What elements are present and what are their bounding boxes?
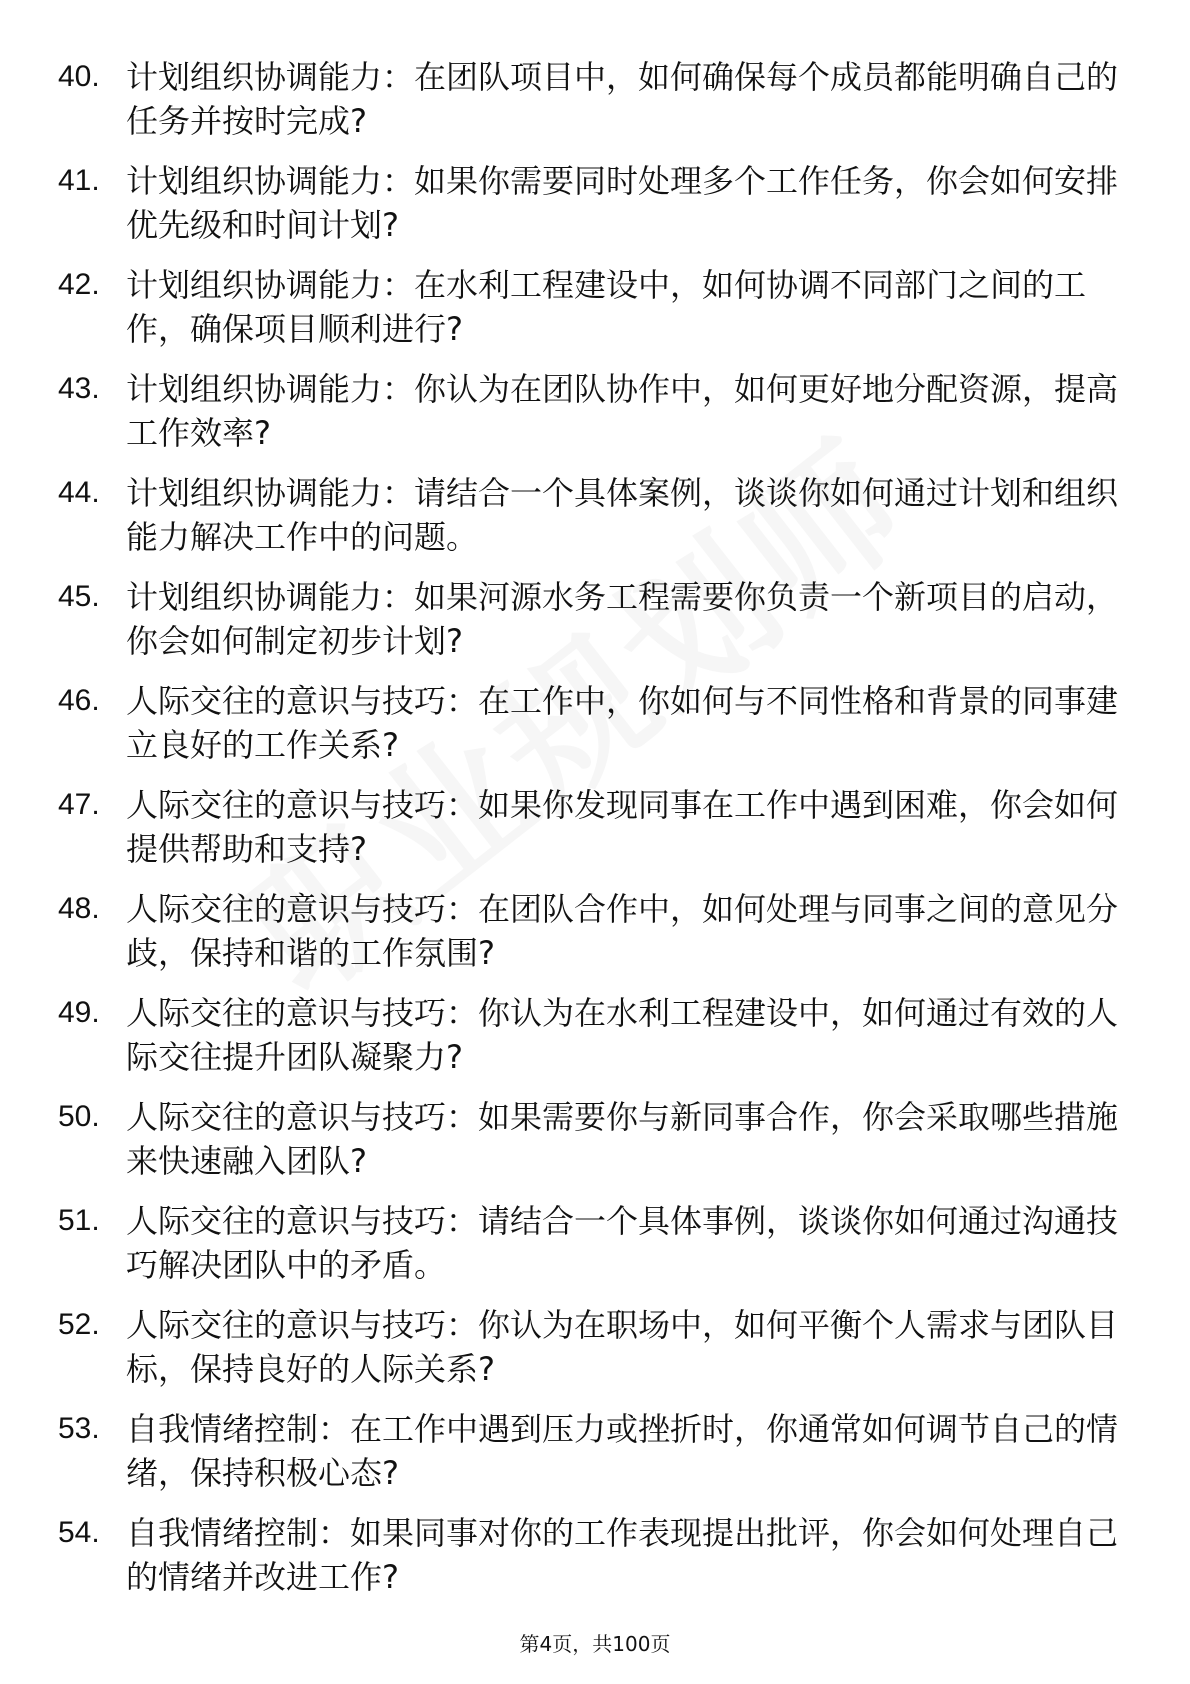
question-number: 43.	[58, 372, 100, 405]
question-number: 54.	[58, 1516, 100, 1549]
question-item	[58, 575, 1118, 679]
question-list	[58, 55, 1118, 1615]
question-number: 49.	[58, 996, 100, 1029]
question-item	[58, 887, 1118, 991]
question-item	[58, 1511, 1118, 1615]
question-item	[58, 991, 1118, 1095]
question-item	[58, 263, 1118, 367]
question-item	[58, 1095, 1118, 1199]
question-item	[58, 783, 1118, 887]
question-text: 计划组织协调能力：如果河源水务工程需要你负责一个新项目的启动，你会如何制定初步计划?	[126, 578, 1119, 660]
question-item	[58, 471, 1118, 575]
question-text: 人际交往的意识与技巧：如果需要你与新同事合作，你会采取哪些措施来快速融入团队?	[126, 1098, 1119, 1180]
question-number: 53.	[58, 1412, 100, 1445]
question-text: 自我情绪控制：在工作中遇到压力或挫折时，你通常如何调节自己的情绪，保持积极心态?	[126, 1410, 1119, 1492]
question-text: 人际交往的意识与技巧：在工作中，你如何与不同性格和背景的同事建立良好的工作关系?	[126, 682, 1119, 764]
question-number: 44.	[58, 476, 100, 509]
question-item	[58, 159, 1118, 263]
question-text: 计划组织协调能力：你认为在团队协作中，如何更好地分配资源，提高工作效率?	[126, 370, 1119, 452]
page-footer: 第4页，共100页	[519, 1632, 671, 1656]
question-number: 51.	[58, 1204, 100, 1237]
question-text: 人际交往的意识与技巧：如果你发现同事在工作中遇到困难，你会如何提供帮助和支持?	[126, 786, 1119, 868]
question-text: 人际交往的意识与技巧：在团队合作中，如何处理与同事之间的意见分歧，保持和谐的工作氛围?	[126, 890, 1119, 972]
question-number: 47.	[58, 788, 100, 821]
question-text: 人际交往的意识与技巧：请结合一个具体事例，谈谈你如何通过沟通技巧解决团队中的矛盾。	[126, 1202, 1119, 1284]
question-text: 计划组织协调能力：在水利工程建设中，如何协调不同部门之间的工作，确保项目顺利进行?	[126, 266, 1087, 348]
question-number: 41.	[58, 164, 100, 197]
question-number: 48.	[58, 892, 100, 925]
question-number: 45.	[58, 580, 100, 613]
question-number: 46.	[58, 684, 100, 717]
question-text: 人际交往的意识与技巧：你认为在水利工程建设中，如何通过有效的人际交往提升团队凝聚力?	[126, 994, 1119, 1076]
question-item	[58, 55, 1118, 159]
question-text: 计划组织协调能力：请结合一个具体案例，谈谈你如何通过计划和组织能力解决工作中的问题。	[126, 474, 1119, 556]
question-text: 计划组织协调能力：如果你需要同时处理多个工作任务，你会如何安排优先级和时间计划?	[126, 162, 1119, 244]
question-item	[58, 679, 1118, 783]
question-item	[58, 1407, 1118, 1511]
question-text: 计划组织协调能力：在团队项目中，如何确保每个成员都能明确自己的任务并按时完成?	[126, 58, 1119, 140]
question-text: 自我情绪控制：如果同事对你的工作表现提出批评，你会如何处理自己的情绪并改进工作?	[126, 1514, 1119, 1596]
question-item	[58, 1199, 1118, 1303]
question-text: 人际交往的意识与技巧：你认为在职场中，如何平衡个人需求与团队目标，保持良好的人际关系?	[126, 1306, 1119, 1388]
question-number: 40.	[58, 60, 100, 93]
question-number: 42.	[58, 268, 100, 301]
question-item	[58, 367, 1118, 471]
question-number: 52.	[58, 1308, 100, 1341]
question-item	[58, 1303, 1118, 1407]
question-number: 50.	[58, 1100, 100, 1133]
